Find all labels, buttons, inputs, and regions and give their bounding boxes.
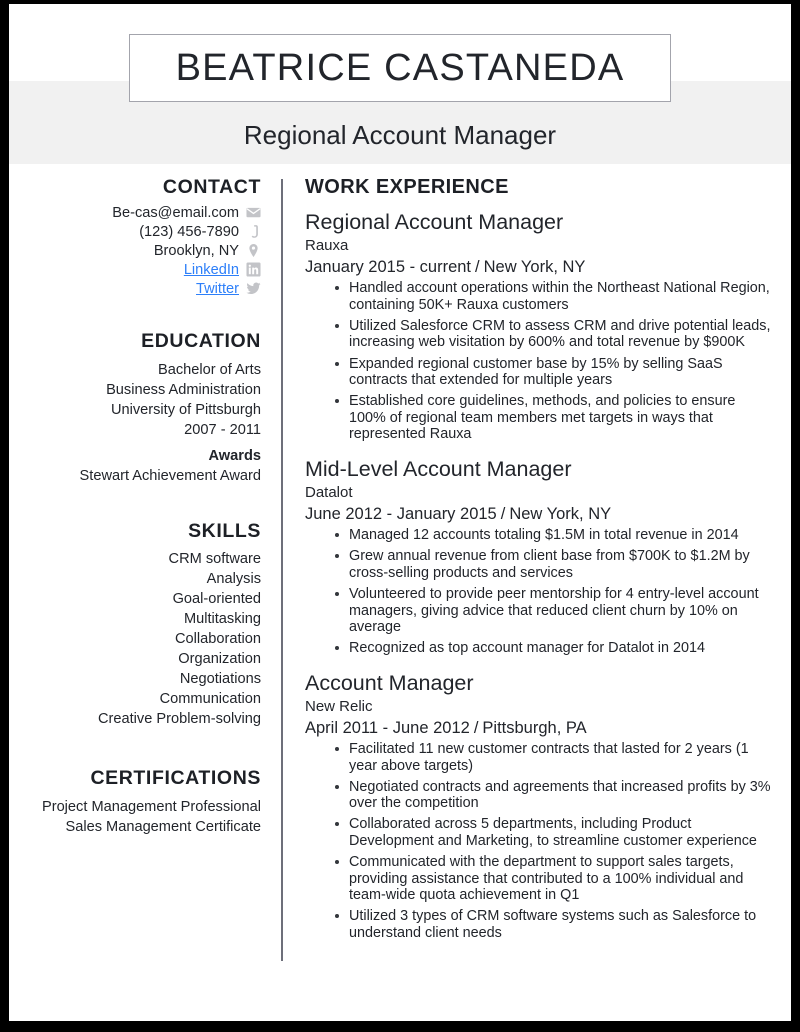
contact-item-linkedin[interactable] — [19, 262, 261, 277]
experience-entry — [305, 209, 773, 443]
experience-meta — [305, 503, 773, 526]
experience-bullet: Volunteered to provide peer mentorship for 4 entry-level account managers, giving advice that reduced client churn by 10% on average — [335, 586, 773, 636]
job-title-band — [9, 107, 791, 164]
experience-location: Pittsburgh, PA — [482, 718, 587, 737]
skill-item: Analysis — [206, 571, 261, 588]
experience-dates: January 2015 - current — [305, 257, 472, 276]
experience-bullet: Recognized as top account manager for Datalot in 2014 — [335, 640, 773, 657]
section-heading-certifications: CERTIFICATIONS — [90, 767, 261, 790]
experience-bullet: Grew annual revenue from client base from $700K to $1.2M by cross-selling products and services — [335, 548, 773, 581]
experience-bullet: Established core guidelines, methods, and policies to ensure 100% of regional team members met targets in ways that represented Rauxa — [335, 393, 773, 443]
experience-company: New Relic — [305, 698, 373, 715]
experience-separator: / — [500, 504, 506, 523]
experience-entry — [305, 670, 773, 942]
experience-bullets — [305, 527, 773, 657]
experience-role: Mid-Level Account Manager — [305, 456, 572, 481]
experience-bullet: Collaborated across 5 departments, including Product Development and Marketing, to streamline customer experience — [335, 816, 773, 849]
section-heading-contact: CONTACT — [162, 176, 261, 198]
skill-item: Goal-oriented — [172, 591, 261, 608]
education-field: Business Administration — [106, 381, 261, 398]
experience-role: Regional Account Manager — [305, 210, 564, 234]
section-heading-education: EDUCATION — [141, 330, 261, 353]
candidate-job-title: Regional Account Manager — [243, 120, 557, 150]
education-school: University of Pittsburgh — [110, 401, 261, 418]
experience-bullet: Managed 12 accounts totaling $1.5M in total revenue in 2014 — [335, 527, 773, 544]
experience-location: New York, NY — [483, 257, 586, 276]
experience-bullet: Utilized 3 types of CRM software systems such as Salesforce to understand client needs — [335, 908, 773, 941]
contact-phone-text: (123) 456-7890 — [139, 223, 239, 240]
contact-email-text: Be-cas@email.com — [112, 204, 239, 221]
phone-icon — [246, 224, 261, 239]
experience-separator: / — [475, 257, 480, 276]
location-pin-icon — [246, 243, 261, 258]
skill-item: Communication — [159, 691, 261, 708]
experience-location: New York, NY — [509, 504, 612, 523]
skill-item: CRM software — [168, 551, 261, 568]
experience-separator: / — [473, 718, 479, 737]
contact-item-phone — [19, 224, 261, 239]
experience-role: Account Manager — [305, 670, 474, 695]
certification-item: Project Management Professional — [41, 798, 261, 815]
contact-linkedin-link[interactable]: LinkedIn — [183, 261, 239, 278]
section-heading-skills: SKILLS — [188, 519, 261, 542]
awards-label: Awards — [208, 447, 261, 464]
award-item: Stewart Achievement Award — [79, 467, 261, 484]
sidebar — [19, 176, 261, 837]
experience-meta — [305, 717, 773, 740]
experience-meta — [305, 256, 773, 279]
name-box — [129, 34, 671, 102]
experience-company: Datalot — [305, 484, 353, 502]
experience-bullet: Communicated with the department to support sales targets, providing assistance that contributed to a 100% individual and team-wide quota achievement in Q1 — [335, 854, 773, 904]
section-heading-work-experience: WORK EXPERIENCE — [305, 176, 509, 198]
column-divider — [281, 179, 283, 961]
experience-bullets — [305, 280, 773, 443]
linkedin-icon[interactable] — [246, 262, 261, 277]
twitter-icon[interactable] — [246, 281, 261, 296]
skill-item: Organization — [178, 651, 261, 668]
experience-bullet: Facilitated 11 new customer contracts that lasted for 2 years (1 year above targets) — [335, 741, 773, 774]
experience-entry — [305, 456, 773, 657]
contact-item-email — [19, 205, 261, 220]
education-degree: Bachelor of Arts — [157, 361, 261, 378]
experience-bullet: Expanded regional customer base by 15% by selling SaaS contracts that extended for multiple years — [335, 356, 773, 389]
experience-company: Rauxa — [305, 237, 349, 255]
experience-dates: June 2012 - January 2015 — [305, 504, 497, 523]
skill-item: Creative Problem-solving — [97, 711, 261, 728]
experience-bullets — [305, 741, 773, 942]
experience-bullet: Handled account operations within the Northeast National Region, containing 50K+ Rauxa customers — [335, 280, 773, 313]
candidate-name: BEATRICE CASTANEDA — [175, 46, 625, 89]
experience-dates: April 2011 - June 2012 — [305, 718, 470, 737]
skill-item: Negotiations — [179, 671, 261, 688]
resume-sheet — [9, 4, 791, 1021]
skill-item: Multitasking — [183, 611, 261, 628]
contact-twitter-link[interactable]: Twitter — [196, 280, 239, 297]
experience-bullet: Negotiated contracts and agreements that increased profits by 3% over the competition — [335, 779, 773, 812]
contact-item-location — [19, 243, 261, 258]
email-icon — [246, 205, 261, 220]
certification-item: Sales Management Certificate — [65, 818, 261, 835]
skill-item: Collaboration — [175, 631, 261, 648]
education-dates: 2007 - 2011 — [184, 421, 261, 438]
contact-item-twitter[interactable] — [19, 281, 261, 296]
main-content — [305, 176, 773, 954]
contact-location-text: Brooklyn, NY — [153, 242, 239, 259]
experience-bullet: Utilized Salesforce CRM to assess CRM and drive potential leads, increasing web visitation by 600% and total revenue by $900K — [335, 318, 773, 351]
